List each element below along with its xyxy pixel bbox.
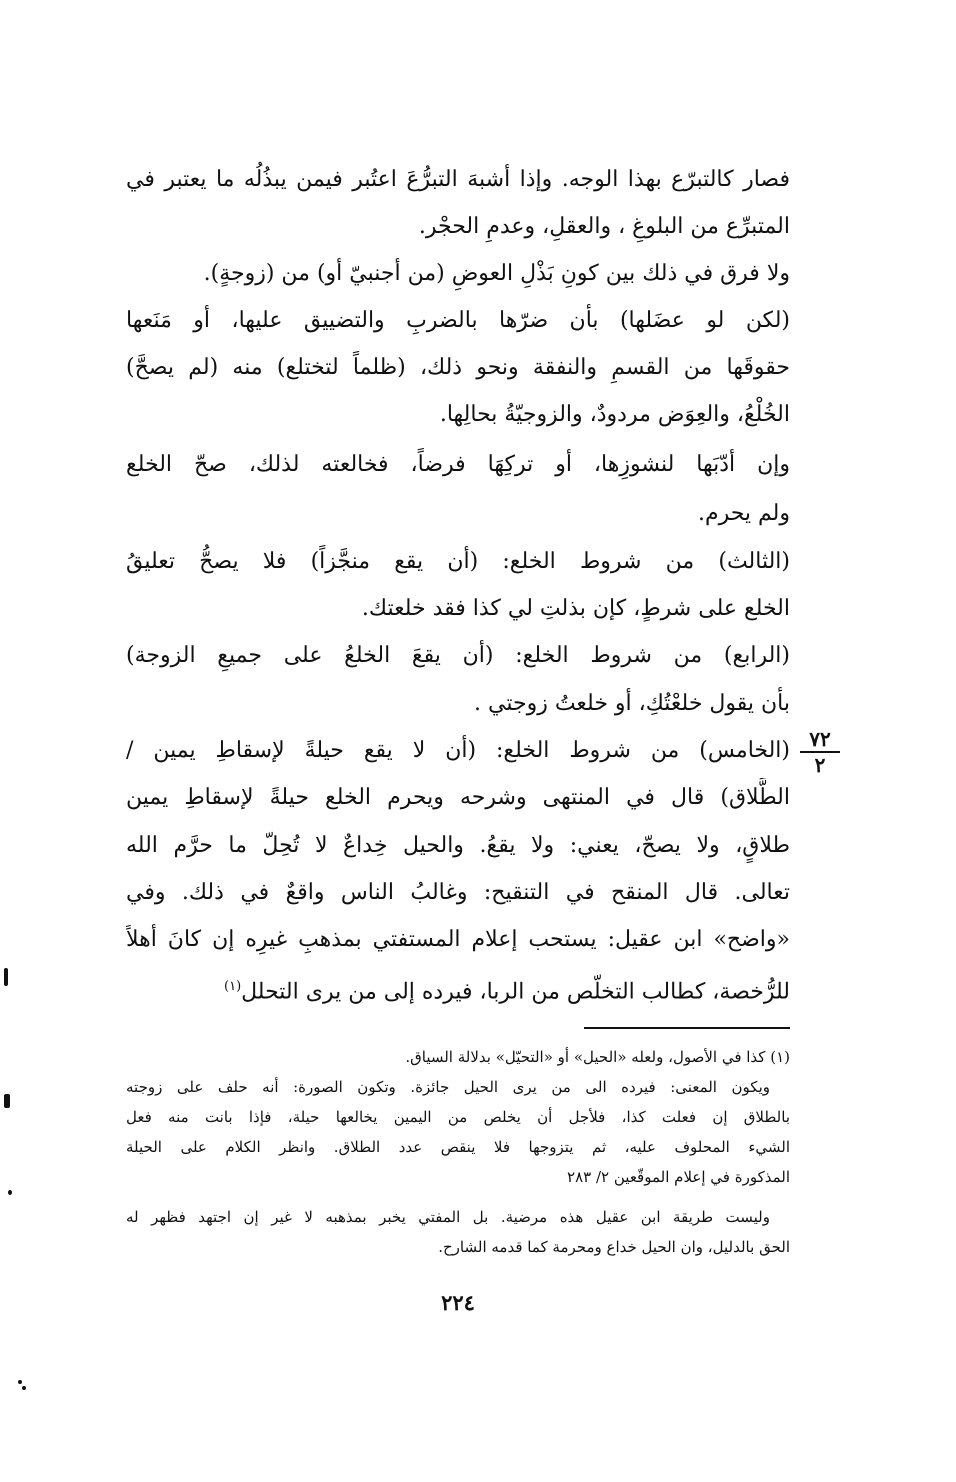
footnote-separator [584,1027,790,1029]
body-line-18 [126,967,790,1007]
body-line-12: بأن يقول خلعْتُكِ، أو خلعتُ زوجتي . [474,691,790,716]
footnote-line-2: ويكون المعنى: فيرده الى من يرى الحيل جائزة. وتكون الصورة: أنه حلف على زوجته [126,1078,770,1096]
body-line-18-text: للرُّخصة، كطالب التخلّص من الربا، فيرده إلى من يرى التحلل [241,979,790,1005]
body-line-13: (الخامس) من شروط الخلع: (أن لا يقع حيلةً لإسقاطِ يمين / [126,738,790,763]
footnote-line-4: الشيء المحلوف عليه، ثم يتزوجها فلا ينقص عدد الطلاق. وانظر الكلام على الحيلة [126,1138,790,1156]
footnote-line-1: (١) كذا في الأصول، ولعله «الحيل» أو «التحيّل» بدلالة السياق. [405,1048,790,1066]
footnote-line-3: بالطلاق إن فعلت كذا، فلأجل أن يخلص من اليمين يخالعها حيلة، فإذا بانت منه فعل [126,1108,790,1126]
body-line-11: (الرابع) من شروط الخلع: (أن يقعَ الخلعُ على جميعِ الزوجة) [126,643,790,668]
margin-reference-bottom: ٢ [814,753,826,777]
scan-speck [4,1094,10,1108]
footnote-marker[interactable]: (١) [224,979,242,994]
page-number: ٢٢٤ [441,1290,475,1315]
scan-speck [4,968,8,986]
body-line-9: (الثالث) من شروط الخلع: (أن يقع منجَّزاً) فلا يصحُّ تعليقُ [126,549,790,574]
body-line-4: (لكن لو عضَلها) بأن ضرّها بالضربِ والتضييق عليها، أو مَنَعها [126,308,790,333]
footnote-line-7: الحق بالدليل، وان الحيل خداع ومحرمة كما قدمه الشارح. [438,1238,790,1256]
margin-reference-top: ٧٢ [800,728,840,753]
body-line-7: وإن أدّبَها لنشوزِها، أو تركِهَا فرضاً، فخالعته لذلك، صحّ الخلع [126,452,790,477]
body-line-10: الخلع على شرطٍ، كإن بذلتِ لي كذا فقد خلعتك. [361,596,790,621]
body-line-2: المتبرِّع من البلوغِ ، والعقلِ، وعدمِ الحجْر. [418,214,790,239]
body-line-16: تعالى. قال المنقح في التنقيح: وغالبُ الناس واقعٌ في ذلك. وفي [126,880,790,905]
body-line-5: حقوقَها من القسمِ والنفقة ونحو ذلك، (ظلماً لتختلع) منه (لم يصحَّ) [126,355,790,380]
body-line-1: فصار كالتبرّع بهذا الوجه. وإذا أشبهَ التبرُّعَ اعتُبر فيمن يبذُلُه ما يعتبر في [126,167,790,192]
body-line-8: ولم يحرم. [697,501,790,526]
body-line-3: ولا فرق في ذلك بين كونِ بَذْلِ العوضِ (من أجنبيّ أو) من (زوجةٍ). [203,261,790,286]
body-line-14: الطَّلاق) قال في المنتهى وشرحه ويحرم الخلع حيلةً لإسقاطِ يمين [126,785,790,810]
scan-speck [18,1380,22,1384]
footnote-line-6: وليست طريقة ابن عقيل هذه مرضية. بل المفتي يخبر بمذهبه لا غير إن اجتهد فظهر له [126,1208,770,1226]
body-line-15: طلاقٍ، ولا يصحّ، يعني: ولا يقعُ. والحيل خِداعٌ لا تُحِلّ ما حرَّم الله [126,833,790,858]
body-line-6: الخُلْعُ، والعِوَض مردودٌ، والزوجيّةُ بحالِها. [439,402,790,427]
margin-page-reference [800,728,840,776]
body-line-17: «واضح» ابن عقيل: يستحب إعلام المستفتي بمذهبِ غيرِه إن كانَ أهلاً [126,927,790,952]
scan-speck [22,1386,26,1390]
scan-speck [8,1190,12,1195]
footnote-line-5: المذكورة في إعلام الموقّعين ٢/ ٢٨٣ [567,1168,790,1186]
